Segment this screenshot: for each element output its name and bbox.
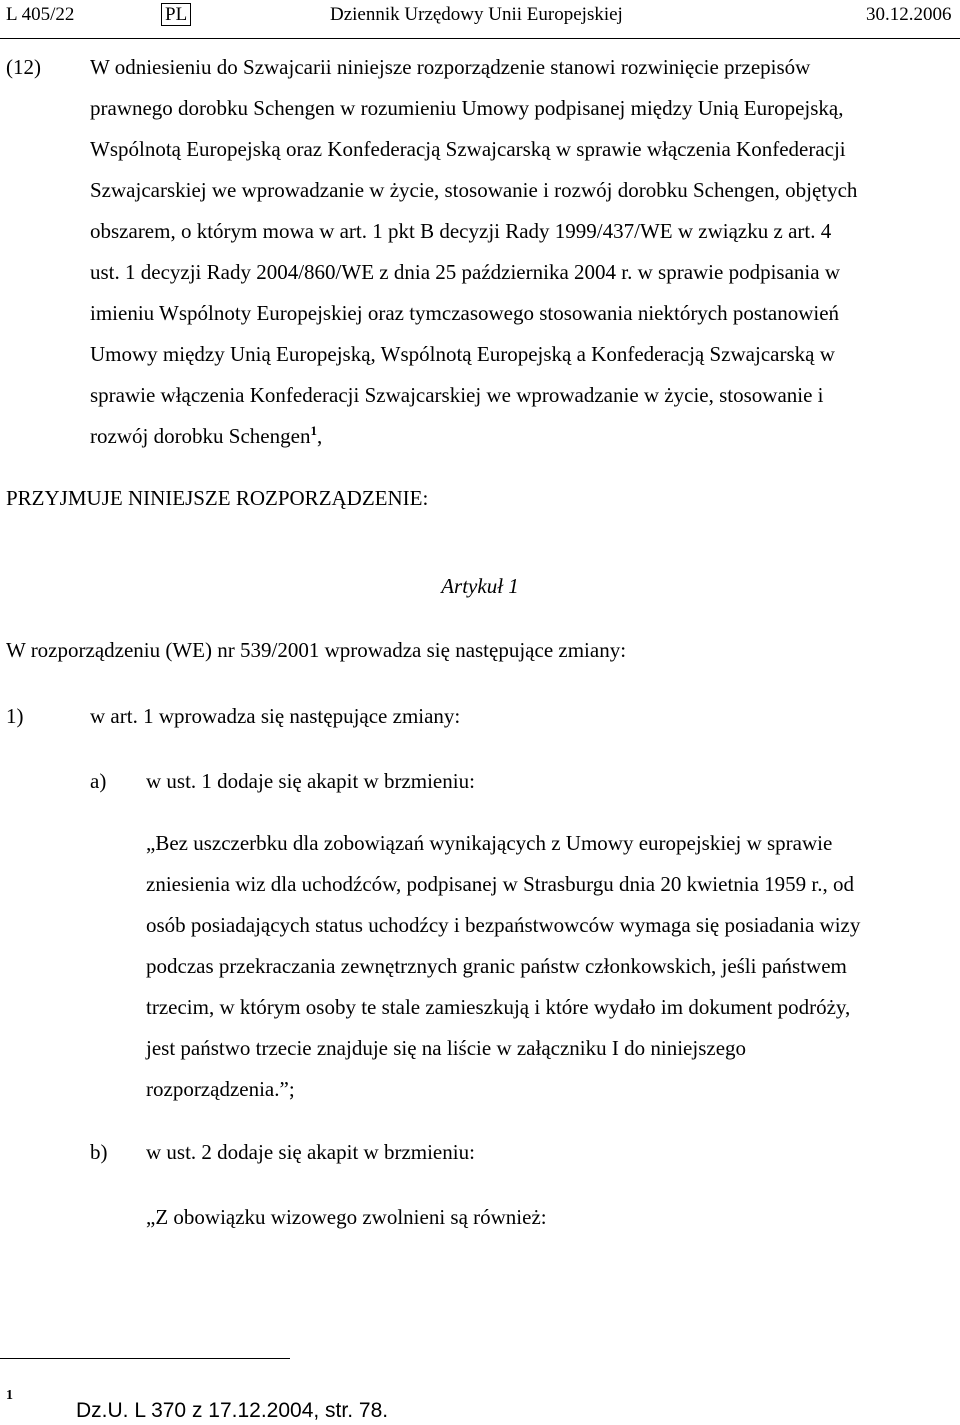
- footnote-divider: [0, 1358, 290, 1359]
- quote-line: rozporządzenia.”;: [146, 1077, 295, 1101]
- recital-last-text: rozwój dorobku Schengen: [90, 424, 311, 448]
- point-1-number: 1): [6, 704, 24, 728]
- recital-line: W odniesieniu do Szwajcarii niniejsze rozporządzenie stanowi rozwinięcie przepisów: [90, 55, 811, 79]
- footnote-reference[interactable]: 1: [310, 423, 317, 438]
- header-divider: [0, 38, 960, 39]
- page-reference: L 405/22: [6, 4, 75, 25]
- point-a-quote: [146, 823, 951, 1110]
- recital-line: imieniu Wspólnoty Europejskiej oraz tymczasowego stosowania niektórych postanowień: [90, 301, 840, 325]
- publication-date: 30.12.2006: [866, 4, 952, 25]
- point-a-letter: a): [90, 769, 107, 793]
- language-code-box: PL: [161, 3, 191, 26]
- quote-line: trzecim, w którym osoby te stale zamieszkują i które wydało im dokument podróży,: [146, 995, 851, 1019]
- journal-title: Dziennik Urzędowy Unii Europejskiej: [330, 4, 623, 25]
- recital-text: [90, 47, 950, 457]
- point-b-quote: „Z obowiązku wizowego zwolnieni są również:: [146, 1205, 547, 1229]
- adoption-formula: PRZYJMUJE NINIEJSZE ROZPORZĄDZENIE:: [6, 486, 429, 510]
- article-title: Artykuł 1: [441, 574, 519, 598]
- recital-line: Wspólnotą Europejską oraz Konfederacją Szwajcarską w sprawie włączenia Konfederacji: [90, 137, 846, 161]
- point-b-letter: b): [90, 1140, 108, 1164]
- article-intro: W rozporządzeniu (WE) nr 539/2001 wprowadza się następujące zmiany:: [6, 638, 627, 662]
- recital-line: ust. 1 decyzji Rady 2004/860/WE z dnia 25 października 2004 r. w sprawie podpisania w: [90, 260, 840, 284]
- point-b-text: w ust. 2 dodaje się akapit w brzmieniu:: [146, 1140, 475, 1164]
- recital-line: sprawie włączenia Konfederacji Szwajcarskiej we wprowadzanie w życie, stosowanie i: [90, 383, 824, 407]
- quote-line: osób posiadających status uchodźcy i bezpaństwowców wymaga się posiadania wizy: [146, 913, 861, 937]
- quote-line: „Bez uszczerbku dla zobowiązań wynikających z Umowy europejskiej w sprawie: [146, 831, 833, 855]
- quote-line: zniesienia wiz dla uchodźców, podpisanej w Strasburgu dnia 20 kwietnia 1959 r., od: [146, 872, 855, 896]
- recital-line: prawnego dorobku Schengen w rozumieniu Umowy podpisanej między Unią Europejską,: [90, 96, 844, 120]
- footnote-text: Dz.U. L 370 z 17.12.2004, str. 78.: [76, 1399, 389, 1422]
- point-a-text: w ust. 1 dodaje się akapit w brzmieniu:: [146, 769, 475, 793]
- recital-number: (12): [6, 55, 41, 79]
- footnote-number: 1: [6, 1388, 13, 1403]
- quote-line: podczas przekraczania zewnętrznych granic państw członkowskich, jeśli państwem: [146, 954, 847, 978]
- point-1-text: w art. 1 wprowadza się następujące zmiany:: [90, 704, 461, 728]
- language-code: [161, 4, 191, 26]
- recital-line: Szwajcarskiej we wprowadzanie w życie, stosowanie i rozwój dorobku Schengen, objętych: [90, 178, 858, 202]
- quote-line: jest państwo trzecie znajduje się na liście w załączniku I do niniejszego: [146, 1036, 747, 1060]
- recital-last-punct: ,: [316, 424, 323, 448]
- recital-line: Umowy między Unią Europejską, Wspólnotą Europejską a Konfederacją Szwajcarską w: [90, 342, 835, 366]
- recital-line: obszarem, o którym mowa w art. 1 pkt B decyzji Rady 1999/437/WE w związku z art. 4: [90, 219, 832, 243]
- recital-last-line: [90, 416, 950, 457]
